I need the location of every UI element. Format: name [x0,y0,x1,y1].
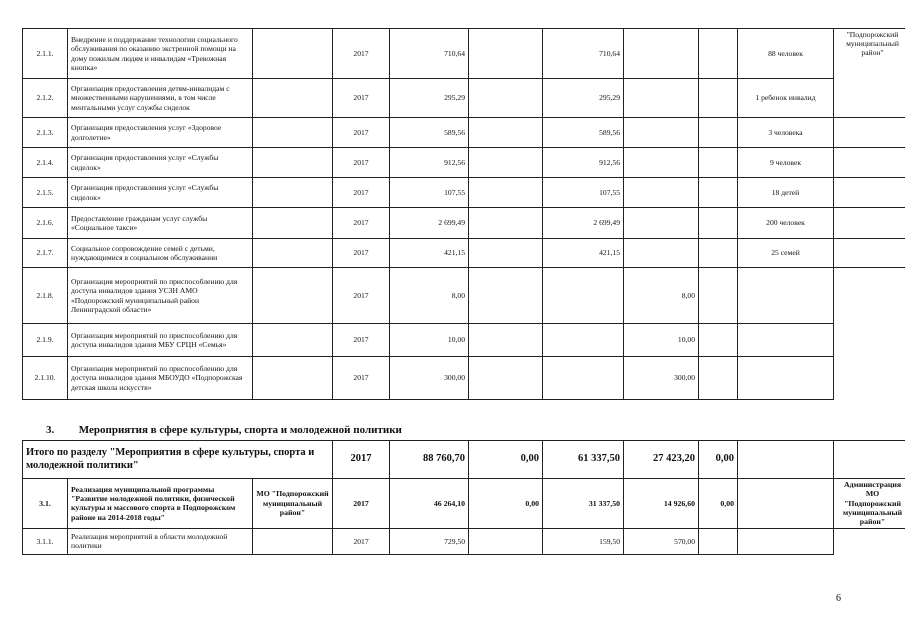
activities-table [22,28,905,400]
subprogram-executor [253,528,333,554]
section-totals-table [22,440,905,555]
subprogram-number: 3.1.1. [23,528,68,554]
section-total-result [738,441,834,479]
row-number: 2.1.4. [23,148,68,178]
row-municipal [624,239,699,268]
row-other [699,178,738,208]
row-regional: 710,64 [543,29,624,79]
row-result: 9 человек [738,148,834,178]
section-total-label: Итого по разделу "Мероприятия в сфере культуры, спорта и молодежной политики" [23,441,333,479]
row-executor [253,239,333,268]
program-row [23,479,905,529]
row-regional: 589,56 [543,118,624,148]
row-result: 1 ребенок инвалид [738,79,834,118]
row-federal [469,357,543,400]
program-other: 0,00 [699,479,738,529]
row-regional [543,268,624,324]
table-row [23,268,905,324]
section-title: Мероприятия в сфере культуры, спорта и молодежной политики [78,424,402,436]
section-total-regional: 61 337,50 [543,441,624,479]
section-total-other: 0,00 [699,441,738,479]
program-number: 3.1. [23,479,68,529]
row-executor [253,208,333,239]
row-responsible [834,178,905,208]
table-row [23,79,905,118]
row-municipal [624,29,699,79]
row-other [699,148,738,178]
row-federal [469,239,543,268]
table-row [23,29,905,79]
row-federal [469,324,543,357]
row-description: Организация мероприятий по приспособлению для доступа инвалидов здания УСЗН АМО «Подпорожский муниципальный район Ленинградской области» [68,268,253,324]
row-result: 25 семей [738,239,834,268]
row-description: Организация предоставления услуг «Службы сиделок» [68,148,253,178]
program-regional: 31 337,50 [543,479,624,529]
row-year: 2017 [333,208,390,239]
row-federal [469,268,543,324]
program-responsible: Администрация МО "Подпорожский муниципальный район" [834,479,905,529]
row-total: 421,15 [390,239,469,268]
row-year: 2017 [333,178,390,208]
row-municipal: 8,00 [624,268,699,324]
row-other [699,208,738,239]
row-responsible [834,239,905,268]
program-result [738,479,834,529]
row-total: 589,56 [390,118,469,148]
program-federal: 0,00 [469,479,543,529]
row-total: 8,00 [390,268,469,324]
row-total: 912,56 [390,148,469,178]
row-description: Социальное сопровождение семей с детьми, нуждающимися в социальном обслуживании [68,239,253,268]
row-responsible [834,208,905,239]
row-total: 10,00 [390,324,469,357]
row-municipal [624,148,699,178]
row-executor [253,148,333,178]
row-regional [543,357,624,400]
row-other [699,239,738,268]
row-number: 2.1.6. [23,208,68,239]
section-total-sum: 88 760,70 [390,441,469,479]
row-description: Организация мероприятий по приспособлению для доступа инвалидов здания МБОУДО «Подпорожская детская школа искусств» [68,357,253,400]
row-number: 2.1.3. [23,118,68,148]
row-responsible [834,324,905,357]
row-result: 18 детей [738,178,834,208]
section-total-row [23,441,905,479]
row-regional: 107,55 [543,178,624,208]
row-total: 300,00 [390,357,469,400]
row-municipal: 300,00 [624,357,699,400]
row-regional [543,324,624,357]
subprogram-federal [469,528,543,554]
row-federal [469,178,543,208]
row-responsible [834,268,905,324]
row-total: 107,55 [390,178,469,208]
row-result [738,324,834,357]
row-responsible: "Подпорожский муниципальный район" [834,29,905,79]
row-municipal [624,79,699,118]
row-year: 2017 [333,324,390,357]
row-year: 2017 [333,148,390,178]
row-federal [469,118,543,148]
table-row [23,357,905,400]
row-municipal [624,178,699,208]
row-number: 2.1.2. [23,79,68,118]
program-description: Реализация муниципальной программы "Развитие молодежной политики, физической культуры и массового спорта в Подпорожском районе на 2014-2018 годы" [68,479,253,529]
subprogram-row [23,528,905,554]
row-executor [253,79,333,118]
table-row [23,239,905,268]
row-number: 2.1.5. [23,178,68,208]
row-year: 2017 [333,357,390,400]
subprogram-description: Реализация мероприятий в области молодежной политики [68,528,253,554]
row-municipal [624,208,699,239]
row-result: 88 человек [738,29,834,79]
row-other [699,79,738,118]
row-responsible [834,79,905,118]
row-year: 2017 [333,79,390,118]
row-executor [253,29,333,79]
program-municipal: 14 926,60 [624,479,699,529]
row-total: 2 699,49 [390,208,469,239]
subprogram-total: 729,50 [390,528,469,554]
row-responsible [834,357,905,400]
section-total-federal: 0,00 [469,441,543,479]
row-year: 2017 [333,118,390,148]
row-total: 295,29 [390,79,469,118]
row-year: 2017 [333,29,390,79]
row-other [699,357,738,400]
row-executor [253,357,333,400]
table-row [23,118,905,148]
table-row [23,324,905,357]
row-number: 2.1.10. [23,357,68,400]
row-result [738,357,834,400]
subprogram-other [699,528,738,554]
row-responsible [834,148,905,178]
row-other [699,268,738,324]
row-description: Организация мероприятий по приспособлению для доступа инвалидов здания МБУ СРЦН «Семья» [68,324,253,357]
section-total-year: 2017 [333,441,390,479]
row-description: Предоставление гражданам услуг службы «Социальное такси» [68,208,253,239]
program-executor: МО "Подпорожский муниципальный район" [253,479,333,529]
row-description: Организация предоставления детям-инвалидам с множественными нарушениями, в том числе ментальными услуг службы сиделок [68,79,253,118]
row-number: 2.1.1. [23,29,68,79]
row-municipal [624,118,699,148]
row-number: 2.1.8. [23,268,68,324]
row-result [738,268,834,324]
program-total: 46 264,10 [390,479,469,529]
row-year: 2017 [333,239,390,268]
row-number: 2.1.7. [23,239,68,268]
subprogram-result [738,528,834,554]
row-municipal: 10,00 [624,324,699,357]
table-row [23,208,905,239]
row-other [699,118,738,148]
row-regional: 2 699,49 [543,208,624,239]
row-total: 710,64 [390,29,469,79]
row-number: 2.1.9. [23,324,68,357]
row-description: Организация предоставления услуг «Здоровое долголетие» [68,118,253,148]
page-number: 6 [836,593,841,604]
row-result: 200 человек [738,208,834,239]
row-executor [253,118,333,148]
row-description: Организация предоставления услуг «Службы сиделок» [68,178,253,208]
row-year: 2017 [333,268,390,324]
row-regional: 295,29 [543,79,624,118]
section-number: 3. [46,424,55,436]
row-regional: 912,56 [543,148,624,178]
row-executor [253,178,333,208]
section-total-responsible [834,441,905,479]
row-description: Внедрение и поддержание технологии социального обслуживания по оказанию экстренной помощи на дому пожилым людям и инвалидам «Тревожная кнопка» [68,29,253,79]
section-heading [46,424,402,436]
subprogram-responsible [834,528,905,554]
table-row [23,148,905,178]
row-other [699,29,738,79]
row-regional: 421,15 [543,239,624,268]
row-federal [469,208,543,239]
row-other [699,324,738,357]
subprogram-regional: 159,50 [543,528,624,554]
table-row [23,178,905,208]
program-year: 2017 [333,479,390,529]
row-executor [253,268,333,324]
row-federal [469,79,543,118]
section-total-municipal: 27 423,20 [624,441,699,479]
row-executor [253,324,333,357]
subprogram-year: 2017 [333,528,390,554]
row-responsible [834,118,905,148]
row-federal [469,148,543,178]
row-federal [469,29,543,79]
subprogram-municipal: 570,00 [624,528,699,554]
row-result: 3 человека [738,118,834,148]
